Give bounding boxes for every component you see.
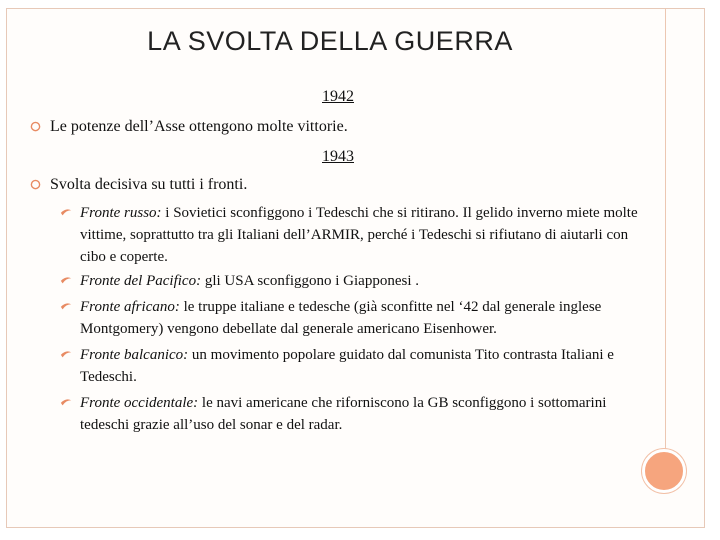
front-text: i Sovietici sconfiggono i Tedeschi che si ritirano. Il gelido inverno miete molte vittime, soprattutto tra gli Italiani dell’ARMIR, perché i Tedeschi si rifiutano di aiutarli con cibo e coperte. [80,205,638,265]
swoosh-bullet-icon [60,207,72,217]
front-item [80,270,640,292]
front-heading: Fronte balcanico: [80,347,189,363]
front-heading: Fronte russo: [80,205,162,221]
front-text: un movimento popolare guidato dal comunista Tito contrasta Italiani e Tedeschi. [80,347,614,385]
bullet-icon [30,121,41,132]
front-item [80,392,640,436]
year-1943: 1943 [322,148,354,165]
slide-title: LA SVOLTA DELLA GUERRA [147,26,513,56]
year-1942: 1942 [322,88,354,105]
front-heading: Fronte occidentale: [80,395,199,411]
swoosh-bullet-icon [60,397,72,407]
front-heading: Fronte africano: [80,299,180,315]
point-1943 [50,176,247,194]
point-1943-text: Svolta decisiva su tutti i fronti. [50,176,248,193]
front-text: gli USA sconfiggono i Giapponesi . [201,273,419,289]
front-item [80,296,640,340]
slide-frame [6,8,705,528]
front-heading: Fronte del Pacifico: [80,273,202,289]
point-1942 [50,118,348,136]
swoosh-bullet-icon [60,349,72,359]
decorative-vertical-line [665,8,666,454]
bullet-icon [30,179,41,190]
front-item [80,202,640,268]
swoosh-bullet-icon [60,301,72,311]
decorative-circle [642,449,686,493]
front-text: le truppe italiane e tedesche (già sconfitte nel ‘42 dal generale inglese Montgomery) vengono debellate dal generale americano Eisenhower. [80,299,602,337]
front-item [80,344,640,388]
swoosh-bullet-icon [60,275,72,285]
front-text: le navi americane che riforniscono la GB sconfiggono i sottomarini tedeschi grazie all’uso del sonar e del radar. [80,395,607,433]
point-1942-text: Le potenze dell’Asse ottengono molte vittorie. [50,118,348,135]
